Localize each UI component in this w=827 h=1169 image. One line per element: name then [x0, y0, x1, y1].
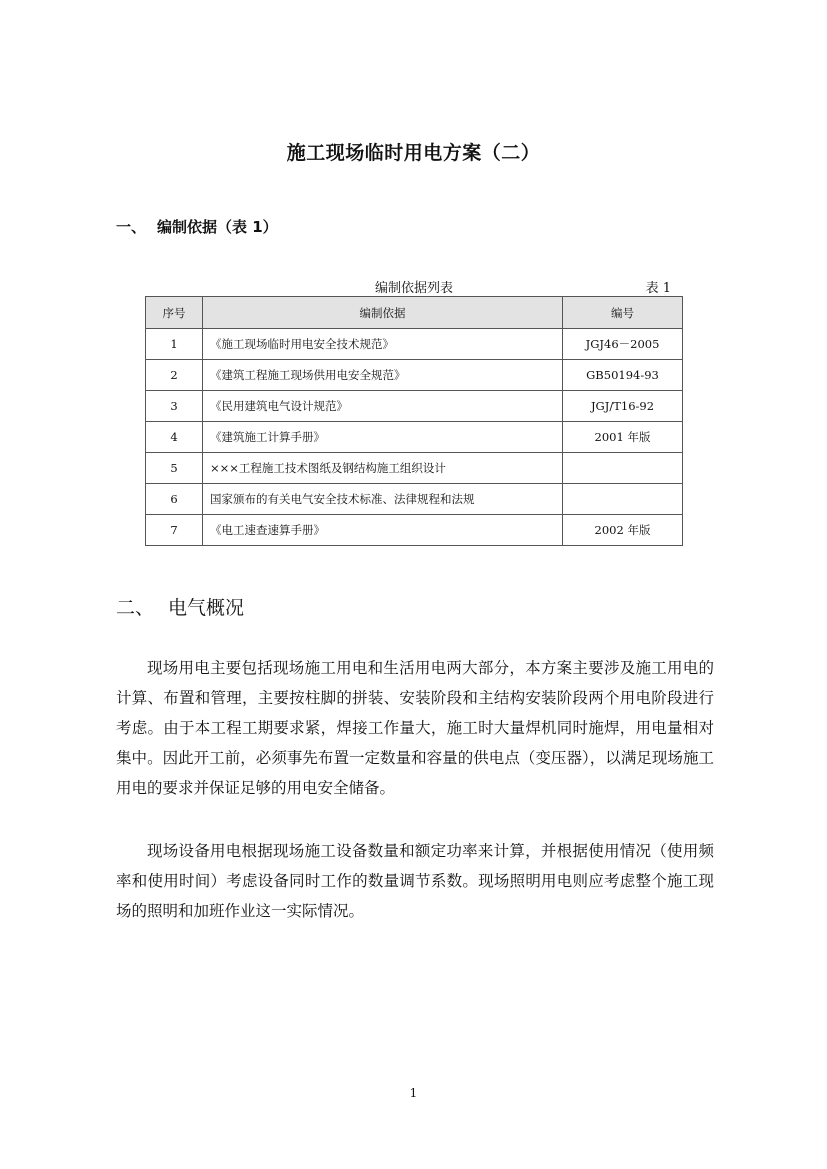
cell-code: 2002 年版 [563, 515, 683, 546]
cell-index: 1 [146, 329, 203, 360]
column-header-code: 编号 [563, 297, 683, 329]
table-row [146, 515, 683, 546]
cell-basis: 《电工速查速算手册》 [203, 515, 563, 546]
cell-index: 3 [146, 391, 203, 422]
cell-index: 4 [146, 422, 203, 453]
table-caption-text: 编制依据列表 [374, 281, 453, 296]
column-header-basis: 编制依据 [203, 297, 563, 329]
cell-basis: ×××工程施工技术图纸及钢结构施工组织设计 [203, 453, 563, 484]
body-paragraph: 现场用电主要包括现场施工用电和生活用电两大部分，本方案主要涉及施工用电的计算、布置和管理，主要按柱脚的拼装、安装阶段和主结构安装阶段两个用电阶段进行考虑。由于本工程工期要求紧，焊接工作量大，施工时大量焊机同时施焊，用电量相对集中。因此开工前，必须事先布置一定数量和容量的供电点（变压器），以满足现场施工用电的要求并保证足够的用电安全储备。 [116, 659, 714, 797]
table-row [146, 453, 683, 484]
cell-basis: 国家颁布的有关电气安全技术标准、法律规程和法规 [203, 484, 563, 515]
cell-code: GB50194-93 [563, 360, 683, 391]
cell-index: 7 [146, 515, 203, 546]
page-title: 施工现场临时用电方案（二） [286, 142, 541, 164]
cell-basis: 《施工现场临时用电安全技术规范》 [203, 329, 563, 360]
cell-index: 6 [146, 484, 203, 515]
cell-code: 2001 年版 [563, 422, 683, 453]
page-number: 1 [409, 1086, 418, 1100]
column-header-index: 序号 [146, 297, 203, 329]
cell-code [563, 484, 683, 515]
section-number: 二、 [116, 597, 155, 619]
section-number: 一、 [116, 218, 147, 236]
cell-code: JGJ/T16-92 [563, 391, 683, 422]
cell-index: 2 [146, 360, 203, 391]
cell-index: 5 [146, 453, 203, 484]
body-paragraph: 现场设备用电根据现场施工设备数量和额定功率来计算，并根据使用情况（使用频率和使用时间）考虑设备同时工作的数量调节系数。现场照明用电则应考虑整个施工现场的照明和加班作业这一实际情况。 [116, 842, 714, 920]
basis-table [145, 296, 683, 546]
table-row [146, 360, 683, 391]
section-heading-electrical [116, 593, 244, 620]
section-heading-text: 电气概况 [168, 597, 245, 619]
table-label: 表 1 [645, 281, 671, 296]
cell-code [563, 453, 683, 484]
cell-basis: 《建筑工程施工现场供用电安全规范》 [203, 360, 563, 391]
table-header-row [146, 297, 683, 329]
cell-basis: 《民用建筑电气设计规范》 [203, 391, 563, 422]
section-heading-basis [116, 216, 278, 237]
table-row [146, 422, 683, 453]
table-row [146, 329, 683, 360]
table-row [146, 484, 683, 515]
table-caption [145, 277, 683, 295]
section-heading-text: 编制依据（表 1） [157, 218, 278, 236]
cell-basis: 《建筑施工计算手册》 [203, 422, 563, 453]
table-row [146, 391, 683, 422]
cell-code: JGJ46－2005 [563, 329, 683, 360]
